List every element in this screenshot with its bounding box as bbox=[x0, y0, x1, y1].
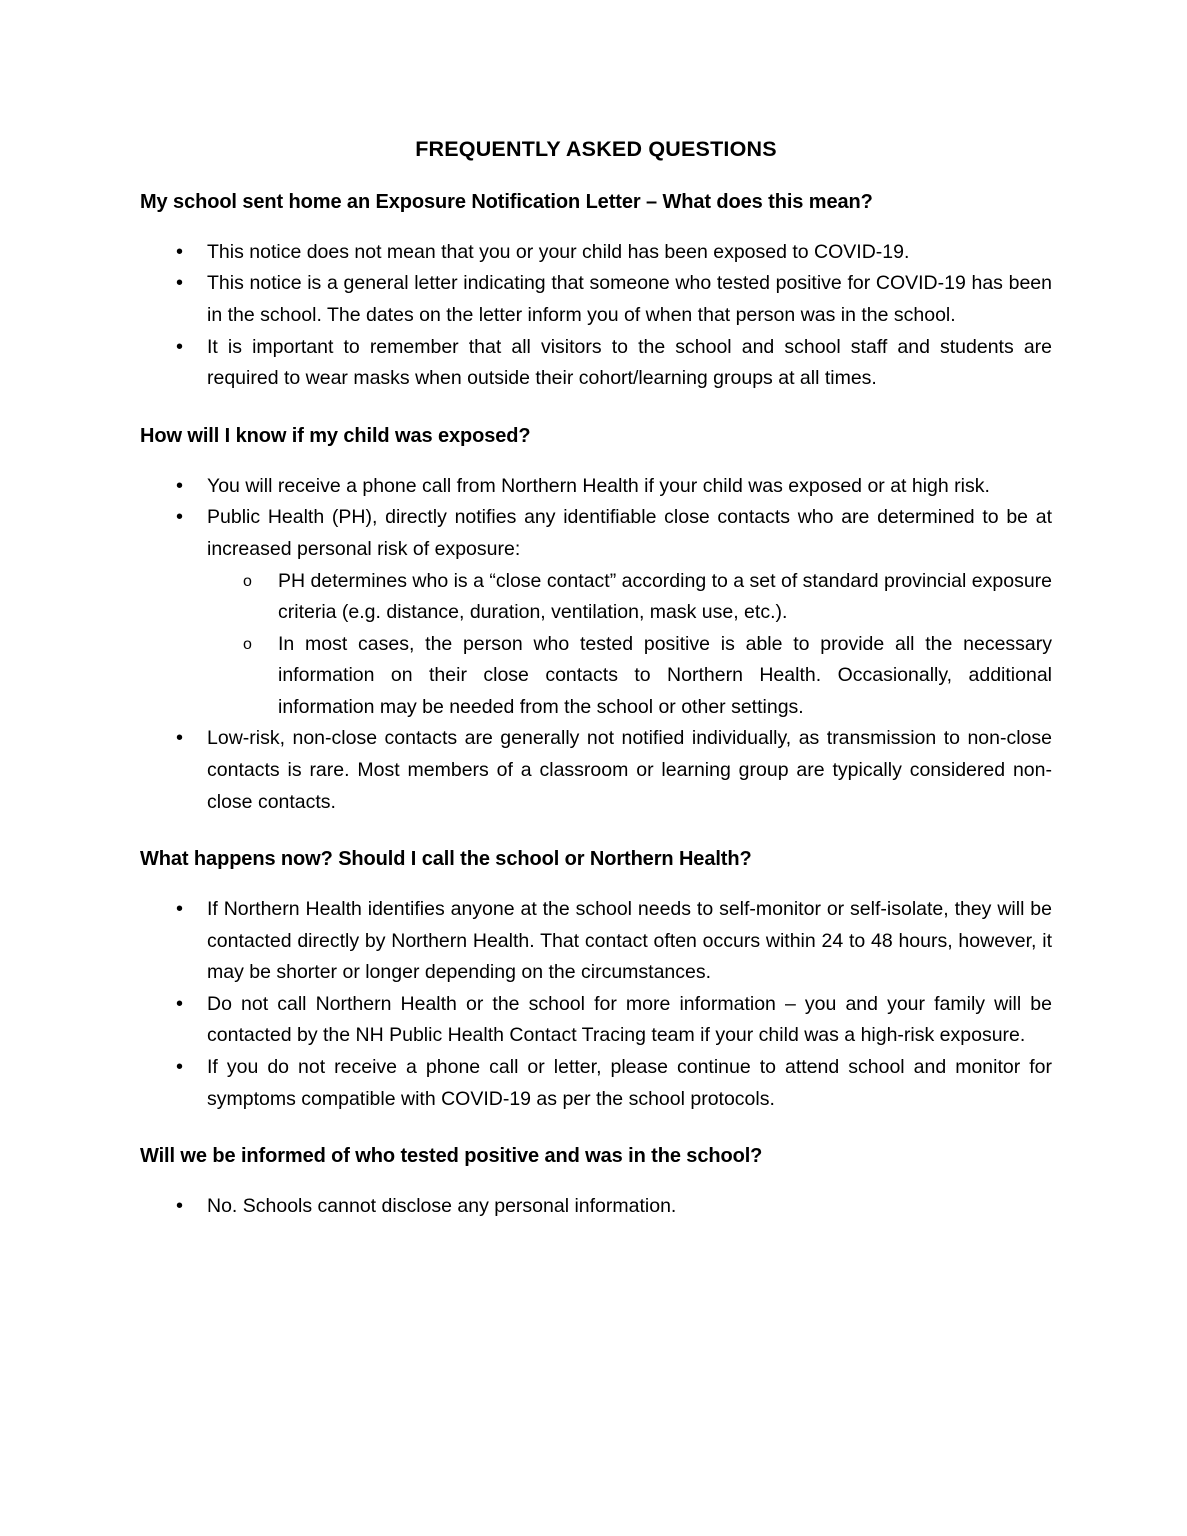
list-item-text: • This notice is a general letter indicating that someone who tested positive for COVID-19 has been in the school. The dates on the letter inform you of when that person was in the school. bbox=[207, 272, 1052, 327]
question-heading-3: What happens now? Should I call the school or Northern Health? bbox=[140, 848, 752, 871]
list-item-text: • Do not call Northern Health or the school for more information – you and your family will be contacted by the NH Public Health Contact Tracing team if your child was a high-risk exposure. bbox=[207, 992, 1052, 1047]
question-heading-1: My school sent home an Exposure Notification Letter – What does this mean? bbox=[140, 190, 873, 213]
list-item-text: • If you do not receive a phone call or letter, please continue to attend school and monitor for symptoms compatible with COVID-19 as per the school protocols. bbox=[207, 1056, 1052, 1110]
list-item bbox=[140, 989, 1052, 1052]
sub-list-item bbox=[207, 566, 1052, 629]
list-item bbox=[140, 332, 1052, 395]
answer-sublist-2 bbox=[207, 566, 1052, 724]
list-item bbox=[140, 237, 1052, 269]
list-item bbox=[140, 502, 1052, 723]
answer-list-3 bbox=[140, 894, 1052, 1115]
list-item-text: • No. Schools cannot disclose any personal information. bbox=[207, 1195, 677, 1218]
document-body bbox=[140, 136, 1052, 1251]
list-item bbox=[140, 894, 1052, 989]
list-item-text: • It is important to remember that all visitors to the school and school staff and students are required to wear masks when outside their cohort/learning groups at all times. bbox=[207, 335, 1052, 390]
answer-list-1 bbox=[140, 237, 1052, 395]
list-item-text: • If Northern Health identifies anyone at the school needs to self-monitor or self-isolate, they will be contacted directly by Northern Health. That contact often occurs within 24 to 48 hours, however, it may be shorter or longer depending on the circumstances. bbox=[207, 898, 1052, 984]
answer-list-2 bbox=[140, 471, 1052, 818]
sub-list-item bbox=[207, 629, 1052, 724]
list-item bbox=[140, 1191, 1052, 1223]
list-item-text: • This notice does not mean that you or your child has been exposed to COVID-19. bbox=[207, 240, 910, 263]
question-heading-2: How will I know if my child was exposed? bbox=[140, 424, 531, 447]
list-item bbox=[140, 268, 1052, 331]
sub-list-item-text: o PH determines who is a “close contact” according to a set of standard provincial exposure criteria (e.g. distance, duration, ventilation, mask use, etc.). bbox=[278, 569, 1052, 624]
list-item-text: • Low-risk, non-close contacts are generally not notified individually, as transmission to non-close contacts is rare. Most members of a classroom or learning group are typically considered non-close contacts. bbox=[207, 727, 1052, 813]
question-heading-4: Will we be informed of who tested positive and was in the school? bbox=[140, 1145, 763, 1168]
list-item bbox=[140, 723, 1052, 818]
list-item bbox=[140, 1052, 1052, 1115]
sub-list-item-text: o In most cases, the person who tested positive is able to provide all the necessary information on their close contacts to Northern Health. Occasionally, additional information may be needed from the school or other settings. bbox=[278, 632, 1052, 718]
list-item-text: • You will receive a phone call from Northern Health if your child was exposed or at high risk. bbox=[207, 474, 990, 497]
answer-list-4 bbox=[140, 1191, 1052, 1223]
list-item bbox=[140, 471, 1052, 503]
page-title: FREQUENTLY ASKED QUESTIONS bbox=[415, 137, 777, 161]
list-item-text: • Public Health (PH), directly notifies any identifiable close contacts who are determined to be at increased personal risk of exposure: bbox=[207, 506, 1052, 560]
